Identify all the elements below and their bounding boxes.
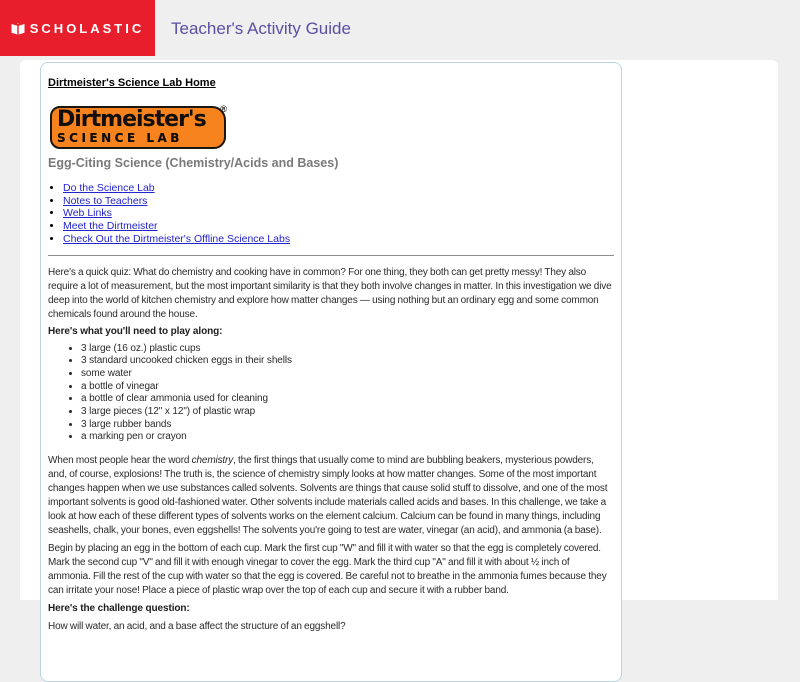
procedure-paragraph: Begin by placing an egg in the bottom of each cup. Mark the first cup "W" and fill it with water so that the egg is completely covered. Mark the second cup "V" and fill it with enough vinegar to cover the egg. Mark the third cup "A" and fill it with about ½ inch of ammonia. Fill the rest of the cup with water so that the egg is covered. Be careful not to breathe in the ammonia fumes because they can irritate your nose! Place a piece of plastic wrap over the top of each cup and secure it with a rubber band. [48, 543, 607, 597]
list-item: • a bottle of clear ammonia used for cleaning [81, 393, 614, 406]
link-do-the-science-lab[interactable]: Do the Science Lab [63, 182, 155, 194]
open-book-icon [11, 22, 25, 34]
registered-trademark-icon: ® [220, 104, 227, 114]
dirtmeisters-science-lab-logo [50, 106, 226, 149]
list-item: • a marking pen or crayon [81, 431, 614, 444]
challenge-question: How will water, an acid, and a base affect the structure of an eggshell? [48, 621, 346, 633]
chemistry-italic: chemistry [191, 455, 234, 467]
brand-name: SCHOLASTIC [29, 20, 145, 36]
list-item [63, 220, 614, 233]
list-item [63, 182, 614, 195]
activity-content-box [40, 62, 622, 682]
intro-paragraph: Here's a quick quiz: What do chemistry and cooking have in common? For one thing, they both can get pretty messy! They also require a lot of measurement, but the most important similarity is that they both involve changes in matter. In this investigation we dive deep into the world of kitchen chemistry and explore how matter changes — using nothing but an ordinary egg and some common chemicals found around the house. [48, 266, 612, 320]
activity-nav-list [48, 182, 614, 246]
list-item: • some water [81, 368, 614, 381]
materials-heading: Here's what you'll need to play along: [48, 325, 223, 337]
link-offline-science-labs[interactable]: Check Out the Dirtmeister's Offline Science Labs [63, 232, 291, 245]
solvents-paragraph [48, 454, 614, 538]
list-item: • 3 large (16 oz.) plastic cups [81, 343, 614, 356]
link-meet-the-dirtmeister[interactable]: Meet the Dirtmeister [63, 220, 158, 233]
materials-list [48, 343, 614, 445]
list-item: • 3 large rubber bands [81, 419, 614, 432]
list-item: • 3 large pieces (12" x 12") of plastic wrap [81, 406, 614, 419]
list-item [63, 233, 614, 246]
activity-heading: Egg-Citing Science (Chemistry/Acids and Bases) [48, 156, 339, 170]
list-item: • 3 standard uncooked chicken eggs in their shells [81, 355, 614, 368]
content-wrapper [20, 60, 778, 633]
list-item [63, 207, 614, 220]
logo-subtitle-text: SCIENCE LAB [57, 131, 183, 145]
list-item: • a bottle of vinegar [81, 381, 614, 394]
divider [48, 255, 614, 256]
scholastic-logo[interactable] [0, 0, 155, 56]
link-web-links[interactable]: Web Links [63, 207, 112, 220]
solvents-text-before: When most people hear the word [48, 455, 192, 467]
logo-title-text: Dirtmeister's [57, 107, 206, 132]
link-notes-to-teachers[interactable]: Notes to Teachers [63, 194, 148, 207]
solvents-text-after: , the first things that usually come to mind are bubbling beakers, mysterious powders, and, of course, explosions! The truth is, the science of chemistry simply looks at how matter changes. Some of the most important changes happen when we use substances called solvents. Solvents are things that cause solid stuff to dissolve, and one of the most important solvents is good old-fashioned water. Other solvents include materials called acids and bases. In this challenge, we take a look at how each of these different types of solvents works on the element calcium. Calcium can be found in many things, including seashells, chalk, your bones, even eggshells! The solvents you're going to test are water, vinegar (an acid), and ammonia (a base). [48, 455, 608, 537]
list-item [63, 195, 614, 208]
challenge-heading: Here's the challenge question: [48, 603, 190, 615]
page-title: Teacher's Activity Guide [171, 19, 351, 38]
top-header [0, 0, 800, 56]
science-lab-home-link[interactable]: Dirtmeister's Science Lab Home [48, 77, 216, 89]
